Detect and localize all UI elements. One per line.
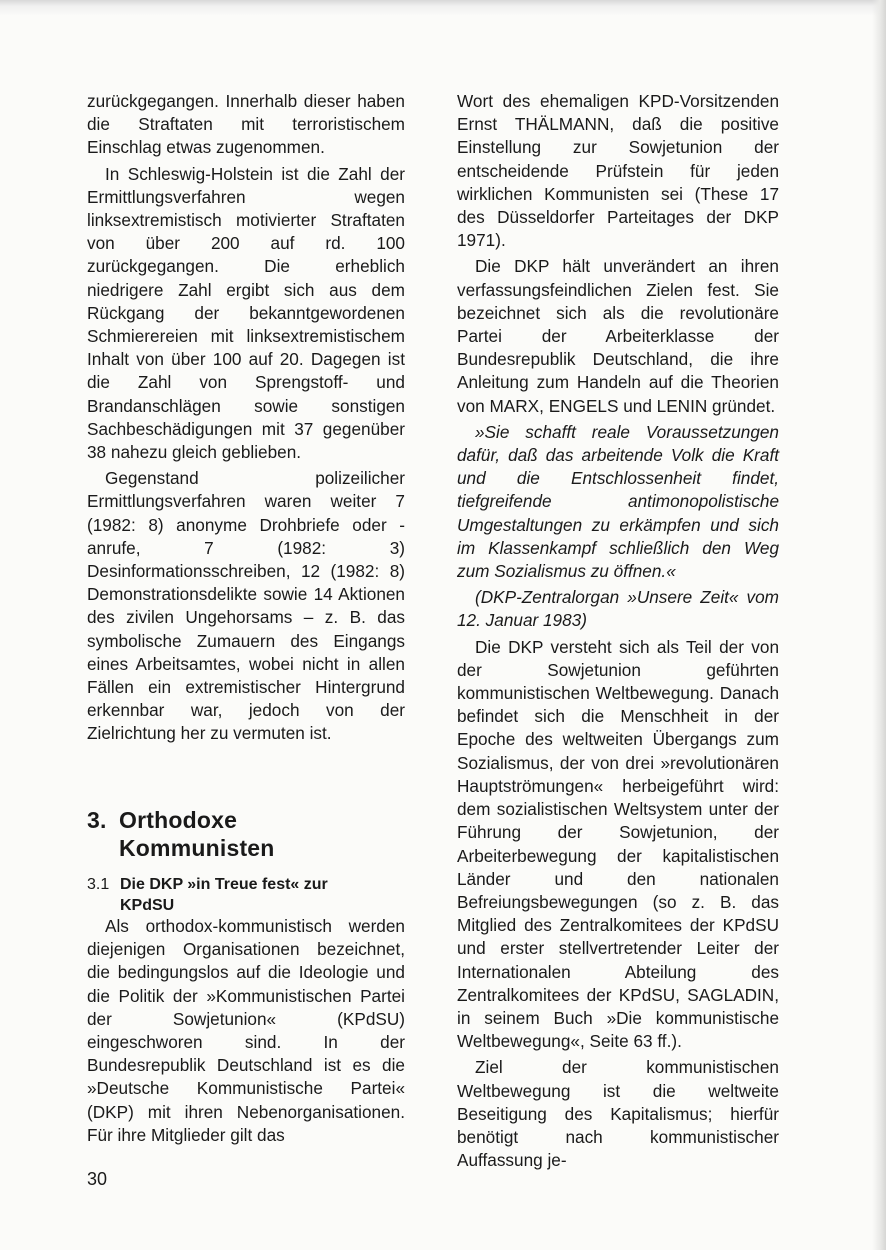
left-column-lower [87,915,405,1150]
right-column [457,90,779,1175]
section-heading [87,806,405,862]
subsection-heading [87,874,405,916]
section-title-line1: Orthodoxe [119,807,238,833]
paragraph: zurückgegangen. Innerhalb dieser haben die Straftaten mit terroristischem Einschlag etwas zugenommen. [87,91,405,158]
paragraph: Ziel der kommunistischen Weltbewegung ist die weltweite Beseitigung des Kapitalismus; hierfür benötigt nach kommunistischer Auffassung je- [457,1057,779,1171]
section-number: 3. [87,807,107,833]
subsection-number: 3.1 [87,876,110,893]
scan-right-edge [872,0,886,1250]
paragraph: Die DKP hält unverändert an ihren verfassungsfeindlichen Zielen fest. Sie bezeichnet sich als die revolutionäre Partei der Arbeiterklasse der Bundesrepublik Deutschland, die ihre Anleitung zum Handeln auf die Theorien von MARX, ENGELS und LENIN gründet. [457,256,779,416]
left-column [87,90,405,749]
section-title [87,806,405,862]
subsection-title-line1: Die DKP »in Treue fest« zur [120,876,328,893]
paragraph: Wort des ehemaligen KPD-Vorsitzenden Ernst THÄLMANN, daß die positive Einstellung zur Sowjetunion der entscheidende Prüfstein für jeden wirklichen Kommunisten sei (These 17 des Düsseldorfer Parteitages der DKP 1971). [457,91,779,251]
section-title-line2: Kommunisten [119,835,275,861]
scan-top-edge [0,0,886,20]
quotation: »Sie schafft reale Voraussetzungen dafür, daß das arbeitende Volk die Kraft und die Entschlossenheit findet, tiefgreifende antimonopolistische Umgestaltungen zu erkämpfen und sich im Klassenkampf schließlich den Weg zum Sozialismus zu öffnen.« [457,421,779,582]
quotation-source: (DKP-Zentralorgan »Unsere Zeit« vom 12. Januar 1983) [457,587,779,631]
subsection-title-line2: KPdSU [120,897,175,914]
paragraph: In Schleswig-Holstein ist die Zahl der Ermittlungsverfahren wegen linksextremistisch motivierter Straftaten von über 200 auf rd. 100 zurückgegangen. Die erheblich niedrigere Zahl ergibt sich aus dem Rückgang der bekanntgewordenen Schmierereien mit linksextremistischem Inhalt von über 100 auf 20. Dagegen ist die Zahl von Sprengstoff- und Brandanschlägen sowie sonstigen Sachbeschädigungen mit 37 gegenüber 38 nahezu gleich geblieben. [87,163,405,463]
paragraph: Die DKP versteht sich als Teil der von der Sowjetunion geführten kommunistischen Weltbewegung. Danach befindet sich die Menschheit in der Epoche des weltweiten Übergangs zum Sozialismus, der von drei »revolutionären Hauptströmungen« herbeigeführt wird: dem sozialistischen Weltsystem unter der Führung der Sowjetunion, der Arbeiterbewegung der kapitalistischen Länder und den nationalen Befreiungsbewegungen (so z. B. das Mitglied des Zentralkomitees der KPdSU und erster stellvertretender Leiter der Internationalen Abteilung des Zentralkomitees der KPdSU, SAGLADIN, in seinem Buch »Die kommunistische Weltbewegung«, Seite 63 ff.). [457,636,779,1052]
paragraph: Als orthodox-kommunistisch werden diejenigen Organisationen bezeichnet, die bedingungslos auf die Ideologie und die Politik der »Kommunistischen Partei der Sowjetunion« (KPdSU) eingeschworen sind. In der Bundesrepublik Deutschland ist es die »Deutsche Kommunistische Partei« (DKP) mit ihren Nebenorganisationen. Für ihre Mitglieder gilt das [87,916,405,1145]
page-number: 30 [87,1169,108,1189]
paragraph: Gegenstand polizeilicher Ermittlungsverfahren waren weiter 7 (1982: 8) anonyme Drohbriefe oder -anrufe, 7 (1982: 3) Desinformationsschreiben, 12 (1982: 8) Demonstrationsdelikte sowie 14 Aktionen des zivilen Ungehorsams – z. B. das symbolische Zumauern des Eingangs eines Arbeitsamtes, wobei nicht in allen Fällen ein extremistischer Hintergrund erkennbar war, jedoch von der Zielrichtung her zu vermuten ist. [87,468,405,744]
